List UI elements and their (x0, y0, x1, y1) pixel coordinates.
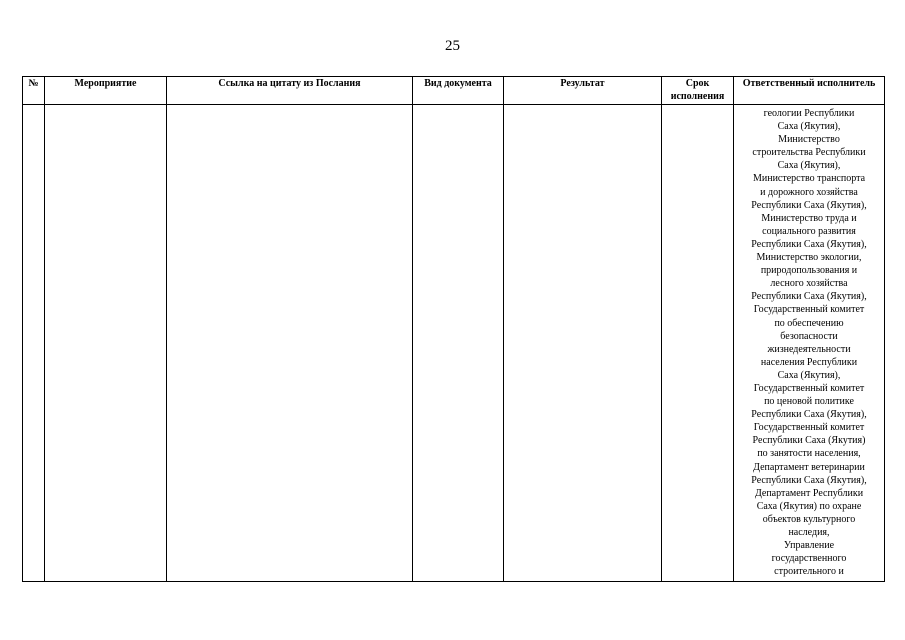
executor-line: Министерство транспорта (752, 173, 866, 185)
executor-line: Управление (783, 540, 835, 552)
executor-line: и дорожного хозяйства (760, 186, 858, 198)
executor-line: Саха (Якутия), (777, 369, 841, 381)
executor-line: наследия, (788, 527, 830, 538)
executor-line: геологии Республики (763, 108, 855, 119)
executor-line: строительного и (774, 566, 844, 578)
executor-line: государственного (771, 553, 847, 565)
header-deadline: Срок исполнения (662, 77, 734, 105)
responsible-executor-list (734, 105, 884, 578)
executor-line: Государственный комитет (753, 422, 865, 434)
executor-line: по занятости населения, (757, 448, 861, 460)
table-header-row (23, 77, 885, 105)
executor-line: Министерство экологии, (756, 252, 862, 264)
executor-line: Государственный комитет (753, 382, 865, 394)
page-number: 25 (445, 38, 460, 54)
executor-line: безопасности (780, 330, 838, 342)
executor-line: Саха (Якутия), (777, 121, 841, 133)
header-result: Результат (504, 77, 662, 105)
header-number: № (23, 77, 45, 105)
executor-line: природопользования и (760, 265, 858, 277)
executor-line: Республики Саха (Якутия), (751, 409, 867, 421)
cell-result (504, 105, 662, 582)
cell-number (23, 105, 45, 582)
executor-line: Министерство труда и (761, 212, 857, 224)
header-citation-link: Ссылка на цитату из Послания (167, 77, 413, 105)
executor-line: по ценовой политике (764, 396, 854, 408)
executor-line: Республики Саха (Якутия) (752, 435, 866, 447)
executor-line: населения Республики (760, 356, 858, 368)
executor-line: строительства Республики (752, 147, 866, 159)
executor-line: объектов культурного (762, 513, 856, 525)
measures-table (22, 76, 885, 582)
executor-line: по обеспечению (774, 317, 844, 329)
executor-line: Департамент Республики (754, 487, 864, 499)
executor-line: Государственный комитет (753, 304, 865, 316)
executor-line: лесного хозяйства (770, 278, 848, 290)
executor-line: Департамент ветеринарии (753, 461, 865, 473)
executor-line: Саха (Якутия) по охране (756, 500, 862, 512)
header-document-type: Вид документа (413, 77, 504, 105)
cell-document-type (413, 105, 504, 582)
cell-citation-link (167, 105, 413, 582)
executor-line: Саха (Якутия), (777, 160, 841, 172)
header-measure: Мероприятие (45, 77, 167, 105)
cell-measure (45, 105, 167, 582)
executor-line: социального развития (762, 225, 856, 237)
executor-line: Министерство (778, 134, 840, 146)
executor-line: Республики Саха (Якутия), (751, 474, 867, 486)
header-responsible-executor: Ответственный исполнитель (734, 77, 885, 105)
cell-deadline (662, 105, 734, 582)
executor-line: Республики Саха (Якутия), (751, 238, 867, 250)
table-row (23, 105, 885, 582)
executor-line: Республики Саха (Якутия), (751, 291, 867, 303)
cell-responsible-executor (734, 105, 885, 582)
executor-line: Республики Саха (Якутия), (751, 199, 867, 211)
executor-line: жизнедеятельности (767, 343, 851, 355)
